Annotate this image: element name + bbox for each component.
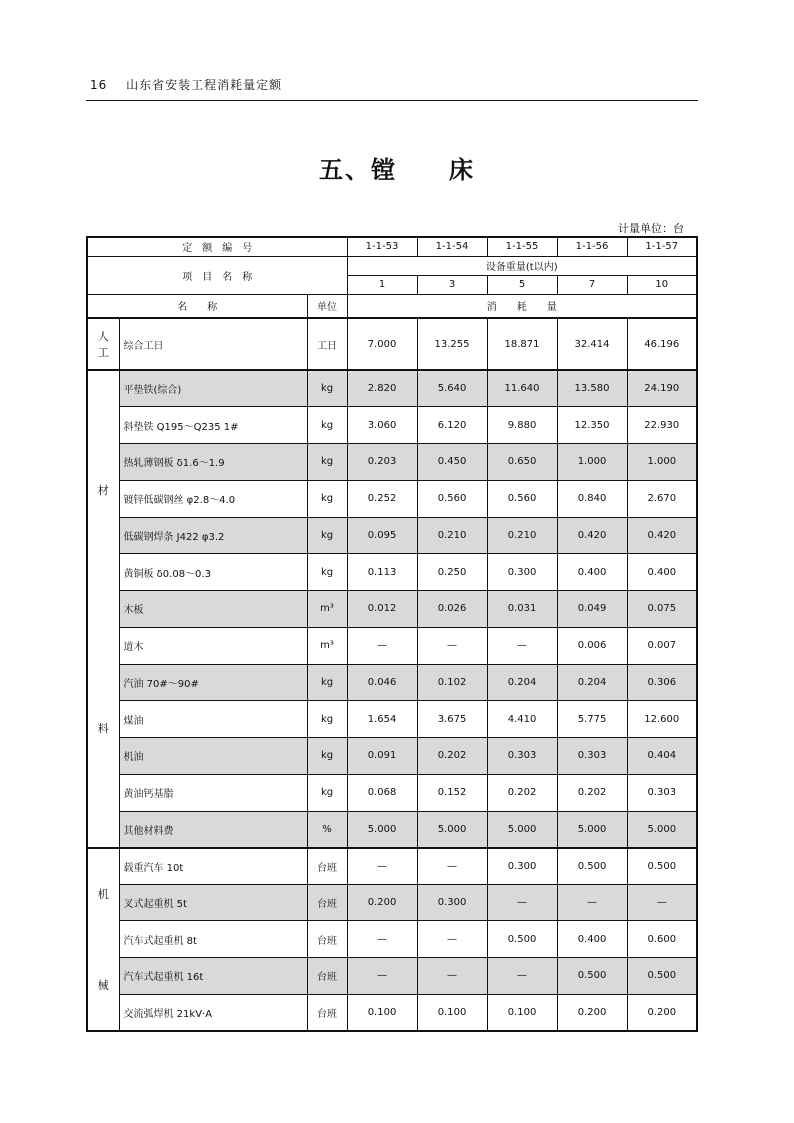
consumption-value: 0.840 <box>557 480 627 517</box>
book-title: 山东省安装工程消耗量定额 <box>126 78 283 92</box>
consumption-value: — <box>347 627 417 664</box>
consumption-value: 0.450 <box>417 444 487 481</box>
category-cell <box>87 318 119 370</box>
unit-note: 计量单位：台 <box>618 222 684 235</box>
consumption-value: — <box>557 884 627 921</box>
consumption-value: 0.049 <box>557 591 627 628</box>
consumption-value: 0.500 <box>557 958 627 995</box>
item-name: 综合工日 <box>119 318 307 370</box>
consumption-value: 12.600 <box>627 701 697 738</box>
consumption-value: 0.250 <box>417 554 487 591</box>
item-name: 黄铜板 δ0.08～0.3 <box>119 554 307 591</box>
consumption-value: 0.400 <box>557 921 627 958</box>
item-unit: kg <box>307 701 347 738</box>
consumption-value: 5.000 <box>487 811 557 848</box>
consumption-value: 0.300 <box>487 848 557 885</box>
consumption-value: 0.031 <box>487 591 557 628</box>
consumption-value: 5.000 <box>347 811 417 848</box>
name-column-header: 名 称 <box>87 294 307 318</box>
item-name: 汽油 70#～90# <box>119 664 307 701</box>
consumption-value: 0.204 <box>487 664 557 701</box>
weight-value: 7 <box>557 275 627 294</box>
consumption-value: 46.196 <box>627 318 697 370</box>
consumption-value: — <box>487 884 557 921</box>
consumption-value: 5.000 <box>417 811 487 848</box>
weight-value: 10 <box>627 275 697 294</box>
consumption-value: 1.000 <box>557 444 627 481</box>
consumption-value: — <box>417 921 487 958</box>
consumption-value: 0.400 <box>557 554 627 591</box>
item-unit: % <box>307 811 347 848</box>
quota-code: 1-1-56 <box>557 237 627 256</box>
consumption-value: 0.203 <box>347 444 417 481</box>
consumption-value: 0.210 <box>417 517 487 554</box>
consumption-value: 2.820 <box>347 370 417 407</box>
item-unit: 台班 <box>307 848 347 885</box>
table-row <box>87 811 697 848</box>
consumption-value: 0.500 <box>487 921 557 958</box>
item-name-label: 项 目 名 称 <box>87 256 347 294</box>
weight-value: 1 <box>347 275 417 294</box>
item-unit: kg <box>307 774 347 811</box>
item-name: 平垫铁(综合) <box>119 370 307 407</box>
table-row <box>87 407 697 444</box>
consumption-value: 0.113 <box>347 554 417 591</box>
consumption-value: 3.060 <box>347 407 417 444</box>
category-cell <box>87 848 119 1031</box>
category-label: 材 <box>97 483 109 497</box>
item-name: 低碳钢焊条 J422 φ3.2 <box>119 517 307 554</box>
item-unit: kg <box>307 664 347 701</box>
consumption-value: — <box>627 884 697 921</box>
consumption-value: 1.000 <box>627 444 697 481</box>
page-number: 16 <box>90 78 108 92</box>
unit-column-header: 单位 <box>307 294 347 318</box>
consumption-value: 0.200 <box>347 884 417 921</box>
item-unit: 台班 <box>307 994 347 1031</box>
table-row <box>87 444 697 481</box>
consumption-value: 0.560 <box>417 480 487 517</box>
item-name: 煤油 <box>119 701 307 738</box>
table-row <box>87 884 697 921</box>
consumption-value: 0.075 <box>627 591 697 628</box>
item-unit: 台班 <box>307 921 347 958</box>
quota-code: 1-1-55 <box>487 237 557 256</box>
consumption-value: 3.675 <box>417 701 487 738</box>
item-unit: kg <box>307 517 347 554</box>
table-row <box>87 848 697 885</box>
consumption-value: 5.640 <box>417 370 487 407</box>
consumption-value: 24.190 <box>627 370 697 407</box>
consumption-value: 0.200 <box>627 994 697 1031</box>
table-row <box>87 370 697 407</box>
quota-code-label: 定 额 编 号 <box>87 237 347 256</box>
consumption-value: — <box>347 848 417 885</box>
item-unit: kg <box>307 407 347 444</box>
consumption-value: 18.871 <box>487 318 557 370</box>
table-row <box>87 517 697 554</box>
consumption-value: 2.670 <box>627 480 697 517</box>
item-name: 汽车式起重机 16t <box>119 958 307 995</box>
consumption-value: 6.120 <box>417 407 487 444</box>
consumption-value: 0.252 <box>347 480 417 517</box>
consumption-value: 22.930 <box>627 407 697 444</box>
consumption-value: 5.000 <box>627 811 697 848</box>
consumption-value: 0.100 <box>417 994 487 1031</box>
item-unit: kg <box>307 738 347 775</box>
consumption-value: 0.306 <box>627 664 697 701</box>
consumption-value: 0.102 <box>417 664 487 701</box>
consumption-value: 0.095 <box>347 517 417 554</box>
consumption-value: 0.210 <box>487 517 557 554</box>
consumption-value: 0.046 <box>347 664 417 701</box>
table-row <box>87 318 697 370</box>
category-label: 料 <box>97 721 109 735</box>
consumption-value: 12.350 <box>557 407 627 444</box>
section-title: 五、镗 床 <box>319 155 475 184</box>
item-unit: kg <box>307 554 347 591</box>
consumption-value: 0.600 <box>627 921 697 958</box>
weight-value: 5 <box>487 275 557 294</box>
quota-table <box>86 236 698 1032</box>
consumption-value: — <box>417 627 487 664</box>
quota-code: 1-1-57 <box>627 237 697 256</box>
consumption-value: 0.500 <box>557 848 627 885</box>
item-name: 汽车式起重机 8t <box>119 921 307 958</box>
table-row <box>87 591 697 628</box>
consumption-value: 0.500 <box>627 848 697 885</box>
consumption-value: 13.255 <box>417 318 487 370</box>
consumption-value: 0.303 <box>627 774 697 811</box>
consumption-header: 消 耗 量 <box>347 294 697 318</box>
consumption-value: — <box>417 848 487 885</box>
consumption-value: — <box>487 958 557 995</box>
consumption-value: 32.414 <box>557 318 627 370</box>
consumption-value: 0.300 <box>487 554 557 591</box>
item-unit: m³ <box>307 591 347 628</box>
consumption-value: 0.012 <box>347 591 417 628</box>
item-name: 镀锌低碳钢丝 φ2.8～4.0 <box>119 480 307 517</box>
item-name: 黄油钙基脂 <box>119 774 307 811</box>
consumption-value: 5.000 <box>557 811 627 848</box>
item-name: 叉式起重机 5t <box>119 884 307 921</box>
item-unit: 台班 <box>307 958 347 995</box>
consumption-value: 0.303 <box>557 738 627 775</box>
header-divider <box>86 100 698 101</box>
table-row <box>87 738 697 775</box>
item-unit: 工日 <box>307 318 347 370</box>
item-name: 木板 <box>119 591 307 628</box>
consumption-value: 1.654 <box>347 701 417 738</box>
consumption-value: 0.650 <box>487 444 557 481</box>
consumption-value: 0.300 <box>417 884 487 921</box>
item-name: 交流弧焊机 21kV·A <box>119 994 307 1031</box>
consumption-value: 0.152 <box>417 774 487 811</box>
consumption-value: 0.068 <box>347 774 417 811</box>
category-label: 工 <box>97 346 109 359</box>
item-name: 其他材料费 <box>119 811 307 848</box>
quota-code: 1-1-54 <box>417 237 487 256</box>
consumption-value: 0.200 <box>557 994 627 1031</box>
consumption-value: 5.775 <box>557 701 627 738</box>
item-unit: kg <box>307 444 347 481</box>
table-row <box>87 627 697 664</box>
consumption-value: — <box>487 627 557 664</box>
consumption-value: 0.303 <box>487 738 557 775</box>
consumption-value: — <box>417 958 487 995</box>
item-unit: 台班 <box>307 884 347 921</box>
consumption-value: 0.007 <box>627 627 697 664</box>
category-label: 机 <box>97 888 109 902</box>
consumption-value: 0.202 <box>557 774 627 811</box>
consumption-value: 0.006 <box>557 627 627 664</box>
table-row <box>87 480 697 517</box>
consumption-value: 0.100 <box>347 994 417 1031</box>
consumption-value: 0.560 <box>487 480 557 517</box>
consumption-value: 0.091 <box>347 738 417 775</box>
consumption-value: 0.400 <box>627 554 697 591</box>
consumption-value: 0.026 <box>417 591 487 628</box>
consumption-value: 7.000 <box>347 318 417 370</box>
item-unit: kg <box>307 480 347 517</box>
table-row <box>87 774 697 811</box>
item-name: 热轧薄钢板 δ1.6～1.9 <box>119 444 307 481</box>
table-row <box>87 921 697 958</box>
item-name: 道木 <box>119 627 307 664</box>
table-row <box>87 958 697 995</box>
item-unit: kg <box>307 370 347 407</box>
consumption-value: 0.202 <box>417 738 487 775</box>
quota-code: 1-1-53 <box>347 237 417 256</box>
consumption-value: 0.100 <box>487 994 557 1031</box>
item-name: 斜垫铁 Q195～Q235 1# <box>119 407 307 444</box>
page-header <box>90 76 282 93</box>
consumption-value: 0.500 <box>627 958 697 995</box>
consumption-value: 0.202 <box>487 774 557 811</box>
category-cell <box>87 370 119 848</box>
item-unit: m³ <box>307 627 347 664</box>
category-label: 人 <box>97 330 109 343</box>
table-row <box>87 664 697 701</box>
consumption-value: — <box>347 958 417 995</box>
consumption-value: 0.204 <box>557 664 627 701</box>
table-row <box>87 554 697 591</box>
equipment-weight-label: 设备重量(t以内) <box>347 256 697 275</box>
consumption-value: 13.580 <box>557 370 627 407</box>
consumption-value: 4.410 <box>487 701 557 738</box>
consumption-value: 0.404 <box>627 738 697 775</box>
consumption-value: — <box>347 921 417 958</box>
item-name: 载重汽车 10t <box>119 848 307 885</box>
consumption-value: 0.420 <box>627 517 697 554</box>
consumption-value: 11.640 <box>487 370 557 407</box>
category-label: 械 <box>97 978 109 992</box>
consumption-value: 0.420 <box>557 517 627 554</box>
weight-value: 3 <box>417 275 487 294</box>
consumption-value: 9.880 <box>487 407 557 444</box>
table-row <box>87 994 697 1031</box>
item-name: 机油 <box>119 738 307 775</box>
table-row <box>87 701 697 738</box>
